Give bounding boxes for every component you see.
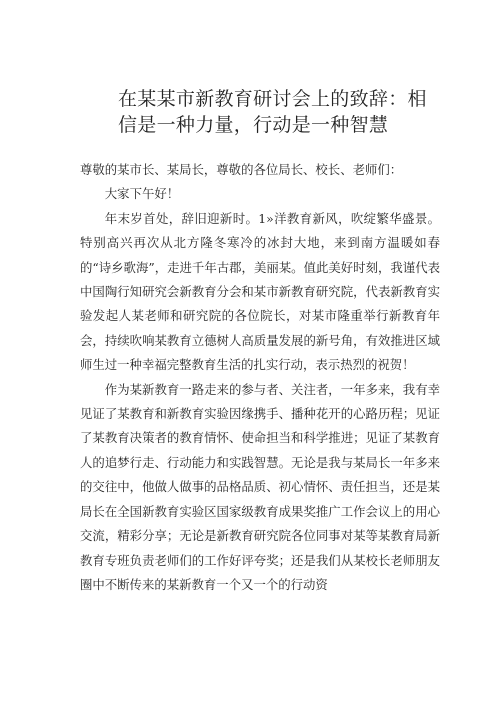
document-title: 在某某市新教育研讨会上的致辞：相信是一种力量，行动是一种智慧 [118, 88, 427, 136]
paragraph-greeting: 大家下午好！ [104, 186, 180, 202]
paragraph-witness: 作为某新教育一路走来的参与者、关注者，一年多来，我有幸见证了某教育和新教育实验因缘携手、播种花开的心路历程；见证了某教育决策者的教育情怀、使命担当和科学推进；见证了某教育人的追梦行走、行动能力和实践智慧。无论是我与某局长一年多来的交往中，他做人做事的品格品质、初心情怀、责任担当，还是某局长在全国新教育实验区国家级教育成果奖推广工作会议上的用心交流，精彩分享；无论是新教育研究院各位同事对某等某教育局新教育专班负责老师们的工作好评夸奖；还是我们从某校长老师朋友圈中不断传来的某新教育一个又一个的行动资 [80, 381, 440, 592]
document-body [80, 158, 440, 597]
paragraph-new-year: 年末岁首处，辞旧迎新时。1»洋教育新风，吹绽繁华盛景。特别高兴再次从北方隆冬寒冷的冰封大地，来到南方温暖如春的“诗乡歌海”，走进千年古郡，美丽某。值此美好时刻，我谨代表中国陶行知研究会新教育分会和某市新教育研究院，代表新教育实验发起人某老师和研究院的各位院长，对某市隆重举行新教育年会，持续吹响某教育立德树人高质量发展的新号角，有效推进区域师生过一种幸福完整教育生活的扎实行动，表示热烈的祝贺！ [80, 210, 440, 373]
salutation: 尊敬的某市长、某局长，尊敬的各位局长、校长、老师们： [80, 162, 403, 177]
